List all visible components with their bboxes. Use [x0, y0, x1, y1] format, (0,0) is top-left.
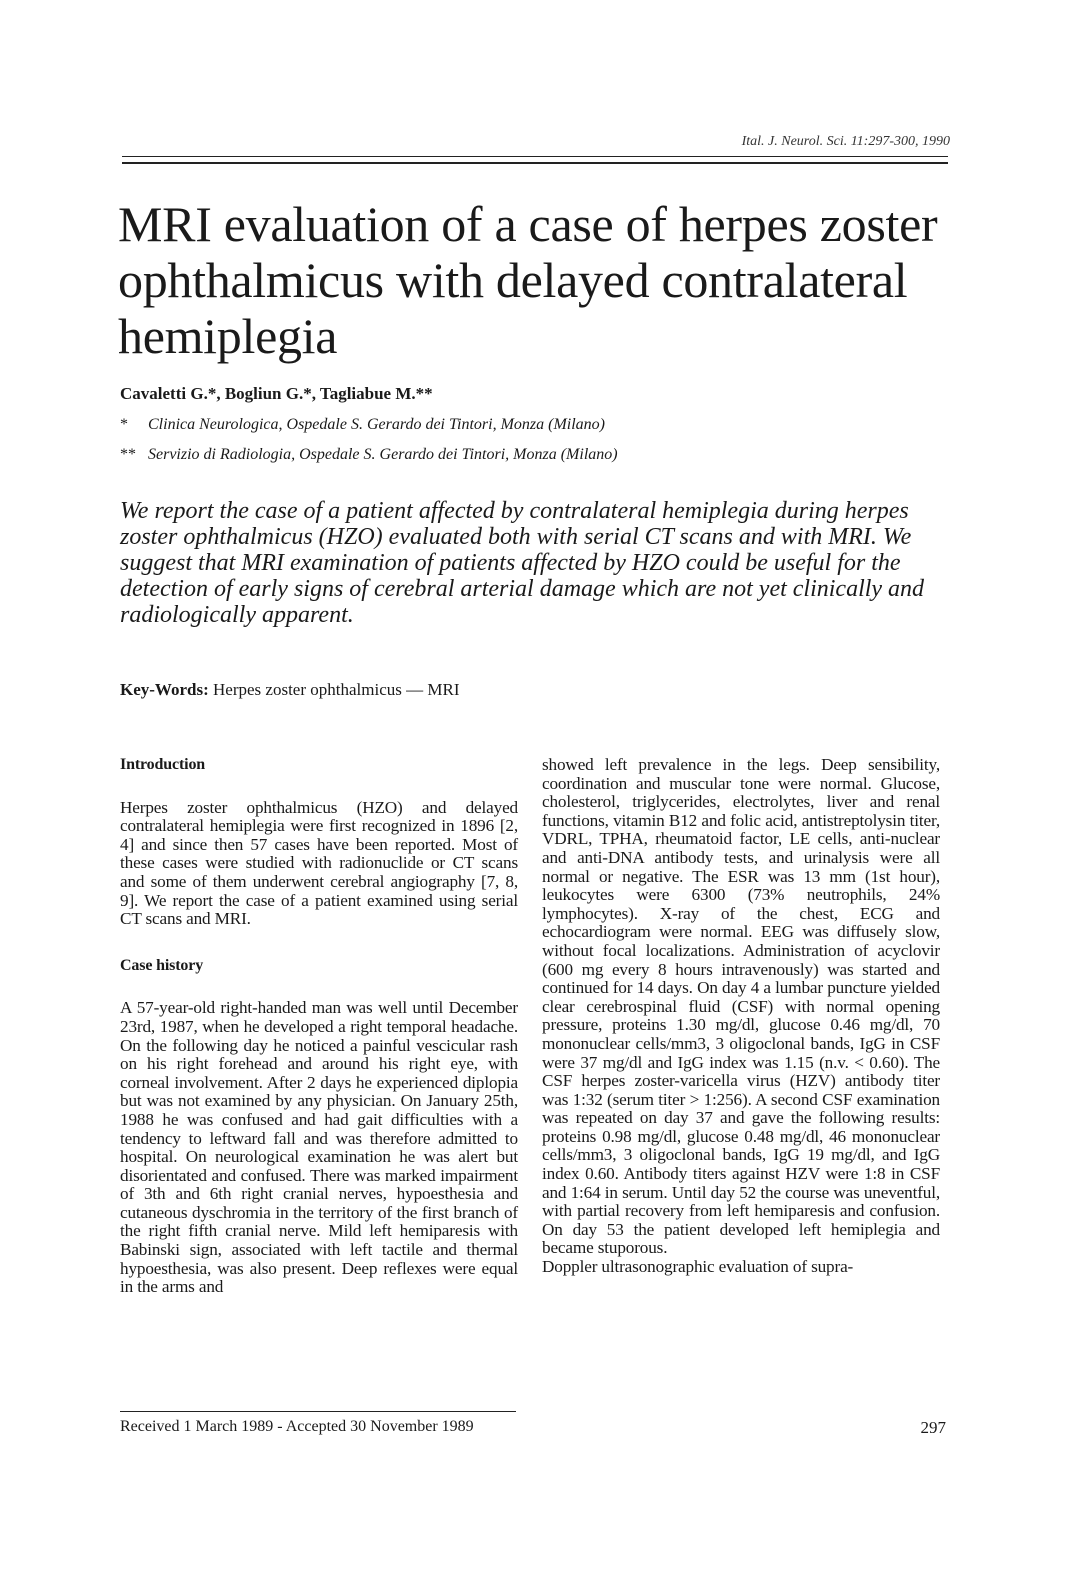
section-heading-case-history: Case history [120, 956, 204, 974]
affiliation-text: Clinica Neurologica, Ospedale S. Gerardo dei Tintori, Monza (Milano) [148, 416, 606, 433]
footer-rule [120, 1411, 516, 1412]
keywords-label: Key-Words: [120, 680, 209, 699]
keywords-text: Herpes zoster ophthalmicus — MRI [213, 680, 460, 699]
doppler-paragraph-start: Doppler ultrasonographic evaluation of supra- [542, 1257, 854, 1277]
journal-reference: Ital. J. Neurol. Sci. 11:297-300, 1990 [741, 134, 950, 149]
right-column [542, 756, 940, 1277]
affiliation-1 [120, 416, 920, 434]
affiliation-text: Servizio di Radiologia, Ospedale S. Gerardo dei Tintori, Monza (Milano) [148, 446, 618, 463]
article-title: MRI evaluation of a case of herpes zoster ophthalmicus with delayed contralateral hemiplegia [118, 196, 938, 364]
affiliation-2 [120, 446, 920, 464]
author-list: Cavaletti G.*, Bogliun G.*, Tagliabue M.** [120, 384, 433, 403]
abstract: We report the case of a patient affected by contralateral hemiplegia during herpes zoster ophthalmicus (HZO) evaluated both with serial CT scans and with MRI. We suggest that MRI examination of patients affected by HZO could be useful for the detection of early signs of cerebral arterial damage which are not yet clinically and radiologically apparent. [120, 498, 925, 628]
introduction-paragraph: Herpes zoster ophthalmicus (HZO) and delayed contralateral hemiplegia were first recognized in 1896 [2, 4] and since then 57 cases have been reported. Most of these cases were studied with radionuclide or CT scans and some of them underwent cerebral angiography [7, 8, 9]. We report the case of a patient examined using serial CT scans and MRI. [120, 797, 518, 929]
case-history-paragraph: A 57-year-old right-handed man was well until December 23rd, 1987, when he developed a right temporal headache. On the following day he noticed a painful vescicular rash on his right forehead and around his right eye, with corneal involvement. After 2 days he experienced diplopia but was not examined by any physician. On January 25th, 1988 he was confused and had gait difficulties with a tendency to leftward fall and was therefore admitted to hospital. On neurological examination he was alert but disorientated and confused. There was marked impairment of 3th and 6th right cranial nerves, hypoesthesia and cutaneous dyschromia in the territory of the first branch of the right fifth cranial nerve. Mild left hemiparesis with Babinski sign, associated with left tactile and thermal hypoesthesia, was also present. Deep reflexes were equal in the arms and [120, 998, 518, 1297]
received-dates: Received 1 March 1989 - Accepted 30 November 1989 [120, 1418, 474, 1435]
keywords-line [120, 680, 920, 700]
page-number: 297 [920, 1418, 946, 1437]
left-column [120, 756, 518, 1297]
affiliation-mark: ** [120, 446, 136, 463]
affiliation-mark: * [120, 416, 128, 433]
header-rule [122, 156, 948, 164]
case-history-continued-paragraph: showed left prevalence in the legs. Deep sensibility, coordination and muscular tone were normal. Glucose, cholesterol, triglycerides, electrolytes, liver and renal functions, vitamin B12 and folic acid, antistreptolysin titer, VDRL, TPHA, rheumatoid factor, LE cells, anti-nuclear and anti-DNA antibody tests, and urinalysis were all normal or negative. The ESR was 13 mm (1st hour), leukocytes were 6300 (73% neutrophils, 24% lymphocytes). X-ray of the chest, ECG and echocardiogram were normal. EEG was diffusely slow, without focal localizations. Administration of acyclovir (600 mg every 8 hours intravenously) was started and continued for 14 days. On day 4 a lumbar puncture yielded clear cerebrospinal fluid (CSF) with normal opening pressure, proteins 1.30 mg/dl, glucose 0.46 mg/dl, 70 mononuclear cells/mm3, 3 oligoclonal bands, IgG in CSF were 37 mg/dl and IgG index was 1.15 (n.v. < 0.60). The CSF herpes zoster-varicella virus (HZV) antibody titer was 1:32 (serum titer > 1:256). A second CSF examination was repeated on day 37 and gave the following results: proteins 0.98 mg/dl, glucose 0.48 mg/dl, 46 mononuclear cells/mm3, 3 oligoclonal bands, IgG 19 mg/dl, and IgG index 0.60. Antibody titers against HZV were 1:8 in CSF and 1:64 in serum. Until day 52 the course was uneventful, with partial recovery from left hemiparesis and confusion. On day 53 the patient developed left hemiplegia and became stuporous. [542, 755, 940, 1258]
section-heading-introduction: Introduction [120, 756, 206, 773]
